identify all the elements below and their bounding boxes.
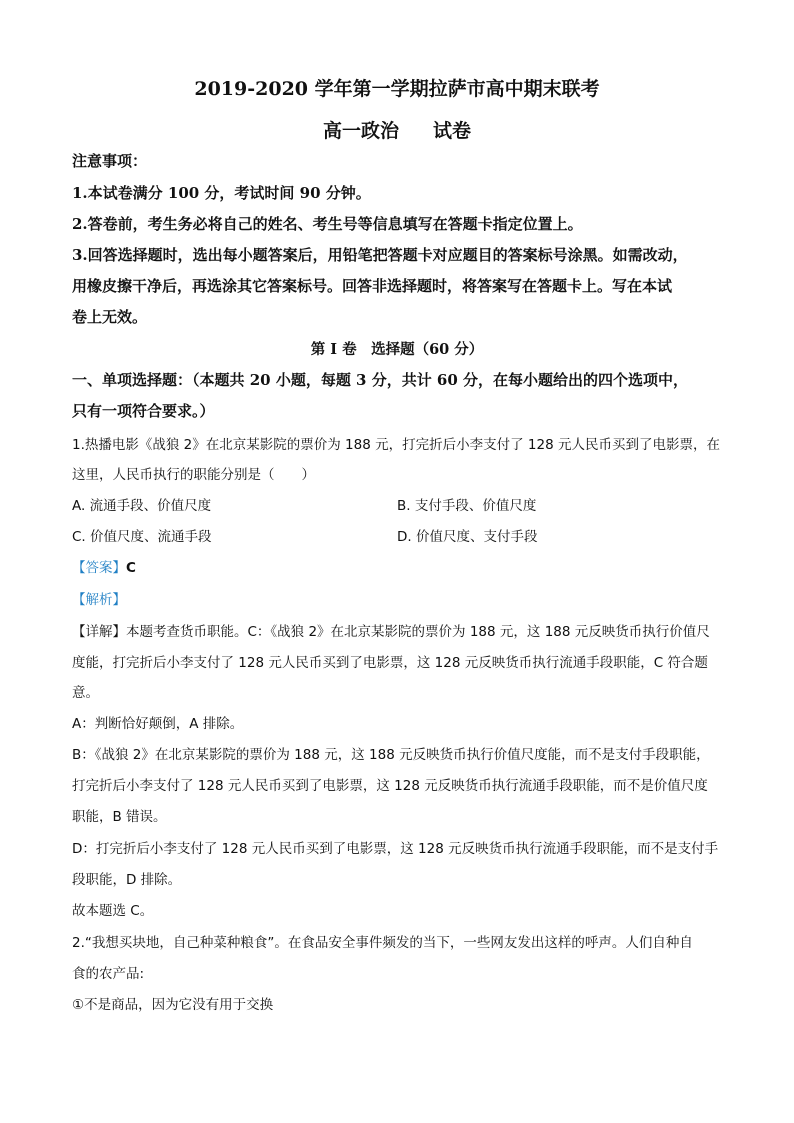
answer-tag: 【答案】: [72, 560, 126, 576]
answer-line: [72, 556, 136, 576]
notice-item: 2.答卷前，考生务必将自己的姓名、考生号等信息填写在答题卡指定位置上。: [72, 215, 583, 233]
notice-item: 用橡皮擦干净后，再选涂其它答案标号。回答非选择题时，将答案写在答题卡上。写在本试: [72, 277, 673, 295]
notice-item: 1.本试卷满分 100 分，考试时间 90 分钟。: [72, 184, 371, 202]
explanation-line: 故本题选 C。: [72, 903, 154, 919]
question-stem: 1.热播电影《战狼 2》在北京某影院的票价为 188 元，打完折后小李支付了 128 元人民币买到了电影票，在: [72, 437, 720, 453]
explanation-line: 意。: [72, 685, 99, 701]
explanation-line: D：打完折后小李支付了 128 元人民币买到了电影票，这 128 元反映货币执行流通手段职能，而不是支付手: [72, 841, 719, 857]
explanation-line: 度能，打完折后小李支付了 128 元人民币买到了电影票，这 128 元反映货币执行流通手段职能，C 符合题: [72, 655, 708, 671]
notice-item: 3.回答选择题时，选出每小题答案后，用铅笔把答题卡对应题目的答案标号涂黑。如需改动，: [72, 246, 688, 264]
explanation-line: 职能，B 错误。: [72, 809, 167, 825]
option-c: C. 价值尺度、流通手段: [72, 529, 212, 545]
question-stem: 这里，人民币执行的职能分别是（ ）: [72, 467, 315, 483]
answer-value: C: [126, 560, 136, 576]
notice-item: 卷上无效。: [72, 308, 148, 326]
question-stem: ①不是商品，因为它没有用于交换: [72, 997, 274, 1013]
option-d: D. 价值尺度、支付手段: [397, 529, 538, 545]
subject-label: 高一政治: [322, 120, 399, 142]
analysis-tag: 【解析】: [72, 592, 126, 608]
explanation-line: B：《战狼 2》在北京某影院的票价为 188 元，这 188 元反映货币执行价值尺度能，而不是支付手段职能，: [72, 747, 710, 763]
section-instruction: 一、单项选择题：（本题共 20 小题，每题 3 分，共计 60 分，在每小题给出的四个选项中，: [72, 371, 689, 389]
explanation-line: A：判断恰好颠倒，A 排除。: [72, 716, 244, 732]
question-stem: 食的农产品:: [72, 966, 145, 982]
question-stem: 2.“我想买块地，自己种菜种粮食”。在食品安全事件频发的当下，一些网友发出这样的呼声。人们自种自: [72, 935, 693, 951]
option-a: A. 流通手段、价值尺度: [72, 498, 212, 514]
section-instruction: 只有一项符合要求。）: [72, 402, 215, 420]
exam-title: 2019-2020 学年第一学期拉萨市高中期末联考: [194, 78, 600, 100]
section-title: 第 I 卷 选择题（60 分）: [310, 341, 484, 358]
paper-label: 试卷: [433, 120, 472, 142]
option-b: B. 支付手段、价值尺度: [397, 498, 537, 514]
notice-heading: 注意事项：: [72, 152, 148, 170]
explanation-line: 段职能，D 排除。: [72, 872, 182, 888]
explanation-line: 【详解】本题考查货币职能。C：《战狼 2》在北京某影院的票价为 188 元，这 188 元反映货币执行价值尺: [72, 624, 710, 640]
explanation-line: 打完折后小李支付了 128 元人民币买到了电影票，这 128 元反映货币执行流通手段职能，而不是价值尺度: [72, 778, 708, 794]
exam-subtitle: [0, 116, 794, 143]
